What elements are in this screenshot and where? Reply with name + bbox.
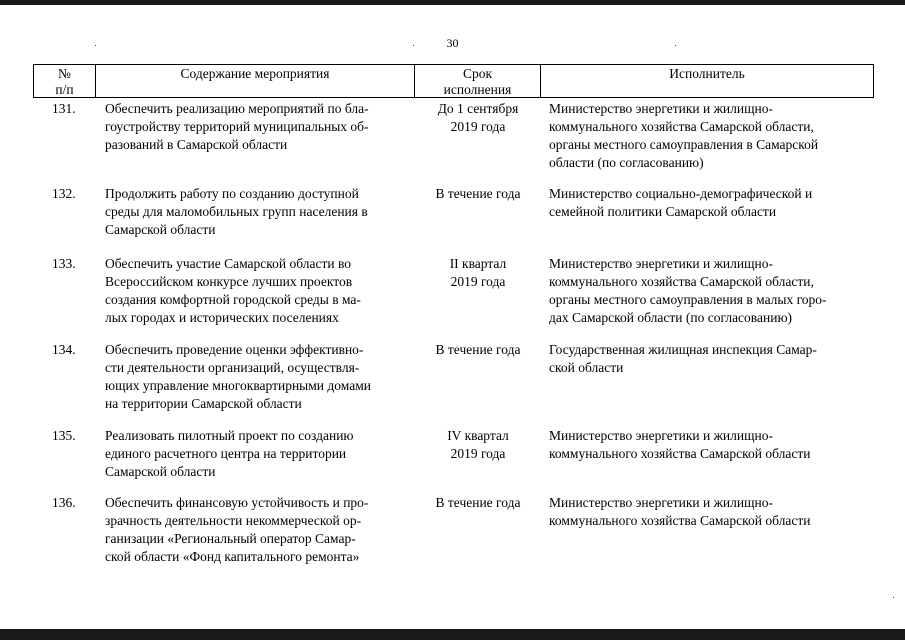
text-line: сти деятельности организаций, осуществля- — [105, 360, 360, 375]
row-number: 133. — [52, 256, 76, 271]
text-line: единого расчетного центра на территории — [105, 446, 347, 461]
term-line: 2019 года — [450, 274, 506, 289]
executor-line: Министерство энергетики и жилищно- — [549, 428, 773, 443]
term-line: 2019 года — [450, 446, 506, 461]
executor-line: коммунального хозяйства Самарской области — [549, 513, 811, 528]
executor-line: семейной политики Самарской области — [549, 204, 777, 219]
scan-speck — [893, 597, 894, 598]
row-number: 131. — [52, 101, 76, 116]
text-line: Продолжить работу по созданию доступной — [105, 186, 359, 201]
row-content — [105, 185, 406, 239]
text-line: Обеспечить реализацию мероприятий по бла- — [105, 101, 369, 116]
executor-line: органы местного самоуправления в Самарской — [549, 137, 819, 152]
row-executor — [549, 427, 867, 463]
term-line: В течение года — [435, 342, 521, 357]
header-term-line: Срок — [462, 66, 493, 81]
text-line: Самарской области — [105, 222, 216, 237]
term-line: До 1 сентября — [437, 101, 519, 116]
term-line: II квартал — [449, 256, 507, 271]
text-line: гоустройству территорий муниципальных об- — [105, 119, 369, 134]
header-num — [34, 66, 95, 98]
row-content — [105, 341, 406, 413]
row-term — [424, 100, 532, 136]
text-line: создания комфортной городской среды в ма- — [105, 292, 361, 307]
row-term — [424, 255, 532, 291]
text-line: лых городах и исторических поселениях — [105, 310, 339, 325]
executor-line: органы местного самоуправления в малых горо- — [549, 292, 827, 307]
row-executor — [549, 100, 867, 172]
row-number: 135. — [52, 428, 76, 443]
executor-line: коммунального хозяйства Самарской области — [549, 446, 811, 461]
text-line: Обеспечить проведение оценки эффективно- — [105, 342, 364, 357]
page-number: 30 — [446, 36, 459, 50]
row-executor — [549, 341, 867, 377]
executor-line: дах Самарской области (по согласованию) — [549, 310, 793, 325]
row-content — [105, 100, 406, 154]
term-line: 2019 года — [450, 119, 506, 134]
row-executor — [549, 185, 867, 221]
top-scan-border — [0, 0, 905, 5]
row-content — [105, 494, 406, 566]
executor-line: Министерство энергетики и жилищно- — [549, 101, 773, 116]
header-num-line: № — [58, 66, 71, 81]
executor-line: Министерство энергетики и жилищно- — [549, 256, 773, 271]
row-content — [105, 255, 406, 327]
text-line: среды для маломобильных групп населения в — [105, 204, 368, 219]
term-line: IV квартал — [447, 428, 509, 443]
executor-line: ской области — [549, 360, 624, 375]
text-line: Реализовать пилотный проект по созданию — [105, 428, 354, 443]
header-content — [96, 66, 414, 82]
text-line: разований в Самарской области — [105, 137, 288, 152]
executor-line: Министерство социально-демографической и — [549, 186, 813, 201]
executor-line: Министерство энергетики и жилищно- — [549, 495, 773, 510]
text-line: ганизации «Региональный оператор Самар- — [105, 531, 356, 546]
text-line: на территории Самарской области — [105, 396, 302, 411]
text-line: ской области «Фонд капитального ремонта» — [105, 549, 360, 564]
executor-line: области (по согласованию) — [549, 155, 704, 170]
text-line: ющих управление многоквартирными домами — [105, 378, 371, 393]
executor-line: коммунального хозяйства Самарской области, — [549, 119, 814, 134]
header-executor-label: Исполнитель — [669, 66, 745, 81]
row-term — [424, 185, 532, 203]
text-line: Самарской области — [105, 464, 216, 479]
text-line: Всероссийском конкурсе лучших проектов — [105, 274, 353, 289]
row-term — [424, 494, 532, 512]
text-line: Обеспечить финансовую устойчивость и про- — [105, 495, 369, 510]
text-line: зрачность деятельности некоммерческой ор- — [105, 513, 362, 528]
header-num-line: п/п — [55, 82, 74, 97]
row-term — [424, 341, 532, 359]
term-line: В течение года — [435, 495, 521, 510]
row-number: 132. — [52, 186, 76, 201]
header-content-label: Содержание мероприятия — [180, 66, 330, 81]
text-line: Обеспечить участие Самарской области во — [105, 256, 352, 271]
executor-line: Государственная жилищная инспекция Самар- — [549, 342, 817, 357]
term-line: В течение года — [435, 186, 521, 201]
row-number: 136. — [52, 495, 76, 510]
row-executor — [549, 494, 867, 530]
header-executor — [541, 66, 873, 82]
row-executor — [549, 255, 867, 327]
executor-line: коммунального хозяйства Самарской области, — [549, 274, 814, 289]
row-number: 134. — [52, 342, 76, 357]
bottom-scan-border — [0, 629, 905, 640]
header-term-line: исполнения — [443, 82, 512, 97]
row-content — [105, 427, 406, 481]
header-term — [415, 66, 540, 98]
row-term — [424, 427, 532, 463]
